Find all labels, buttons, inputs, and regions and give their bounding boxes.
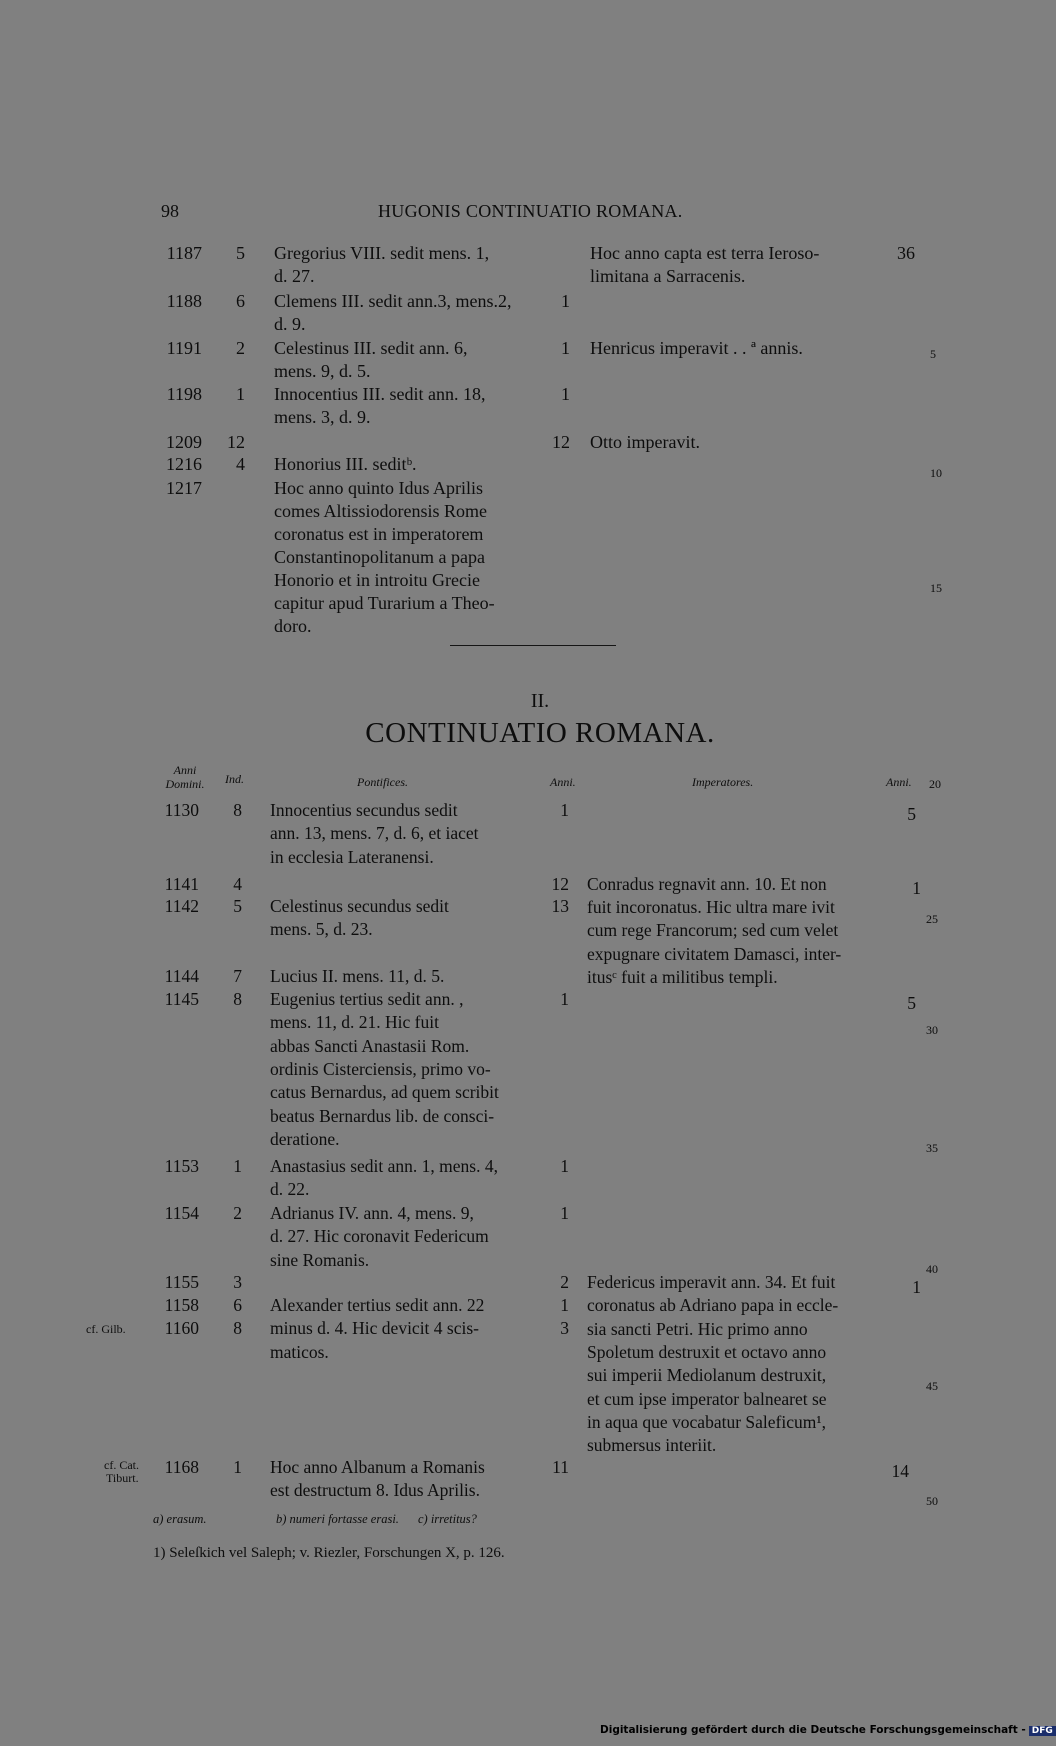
first-pontiff-line: Honorio et in introitu Grecie	[274, 570, 480, 590]
main-anni: 1	[560, 1203, 569, 1223]
main-year: 1158	[164, 1295, 199, 1315]
main-pontiff-line: beatus Bernardus lib. de consci-	[270, 1105, 495, 1126]
main-anni: 11	[552, 1457, 569, 1477]
main-ind: 2	[233, 1203, 242, 1223]
main-emperor-line: submersus interiit.	[587, 1435, 717, 1456]
main-anni: 1	[560, 1295, 569, 1315]
footnote-c: c) irretitus?	[418, 1512, 477, 1526]
main-year: 1154	[164, 1203, 199, 1223]
margin-line-number: 50	[926, 1494, 938, 1508]
first-year: 1198	[166, 384, 202, 404]
main-anni: 12	[551, 874, 569, 894]
main-emperor-line: sui imperii Mediolanum destruxit,	[587, 1365, 827, 1386]
first-ind: 5	[236, 243, 245, 263]
main-ind: 5	[233, 896, 242, 916]
first-year: 1187	[166, 243, 202, 263]
main-year: 1142	[164, 896, 199, 916]
first-ind: 2	[236, 338, 245, 358]
first-year: 1209	[166, 432, 202, 452]
main-year: 1153	[164, 1156, 199, 1176]
section-title: CONTINUATIO ROMANA.	[365, 717, 715, 749]
main-pontiff-line: Anastasius sedit ann. 1, mens. 4,	[270, 1156, 498, 1176]
first-anni: 1	[561, 384, 570, 404]
main-pontiff-line: Hoc anno Albanum a Romanis	[270, 1457, 485, 1477]
first-pontiff-line: d. 27.	[274, 266, 315, 286]
footer-text: Digitalisierung gefördert durch die Deutsche Forschungsgemeinschaft -	[600, 1724, 1026, 1736]
main-ind: 1	[233, 1457, 242, 1477]
footnote-a: a) erasum.	[153, 1512, 207, 1526]
first-ind: 6	[236, 291, 245, 311]
main-emperor-line: sia sancti Petri. Hic primo anno	[587, 1318, 808, 1339]
first-pontiff-line: Gregorius VIII. sedit mens. 1,	[274, 243, 490, 263]
line-number-20: 20	[929, 777, 941, 791]
first-margin-number: 15	[930, 581, 942, 595]
first-margin-number: 10	[930, 466, 942, 480]
main-year: 1141	[164, 874, 199, 894]
first-pontiff-line: comes Altissiodorensis Rome	[274, 501, 487, 521]
first-emperor-line: Henricus imperavit . . ª annis.	[590, 338, 803, 358]
main-pontiff-line: Eugenius tertius sedit ann. ,	[270, 989, 464, 1009]
first-pontiff-line: d. 9.	[274, 314, 306, 334]
main-emperor-line: fuit incoronatus. Hic ultra mare ivit	[587, 897, 835, 917]
main-anni: 1	[560, 989, 569, 1009]
first-emperor-line: limitana a Sarracenis.	[590, 266, 746, 286]
main-anni-2: 1	[912, 1277, 921, 1297]
main-anni: 3	[560, 1318, 569, 1338]
first-pontiff-line: Innocentius III. sedit ann. 18,	[274, 384, 486, 404]
main-pontiff-line: d. 22.	[270, 1179, 310, 1200]
main-emperor-line: coronatus ab Adriano papa in eccle-	[587, 1295, 839, 1316]
col-header-pontifices: Pontifices.	[357, 775, 408, 789]
main-emperor-line: itusᶜ fuit a militibus templi.	[587, 966, 778, 987]
col-header-imperatores: Imperatores.	[692, 775, 754, 789]
col-header-anni-domini-line1: Anni	[173, 763, 197, 777]
first-ind: 1	[236, 384, 245, 404]
side-note-line2: Tiburt.	[106, 1471, 139, 1485]
page-number: 98	[161, 201, 179, 221]
col-header-anni: Anni.	[550, 775, 576, 789]
main-ind: 1	[233, 1156, 242, 1176]
first-anni: 1	[561, 338, 570, 358]
main-year: 1160	[164, 1318, 199, 1338]
main-pontiff-line: ordinis Cisterciensis, primo vo-	[270, 1058, 491, 1079]
first-pontiff-line: capitur apud Turarium a Theo-	[274, 593, 495, 613]
main-emperor-line: expugnare civitatem Damasci, inter-	[587, 943, 842, 964]
margin-line-number: 25	[926, 912, 938, 926]
main-pontiff-line: sine Romanis.	[270, 1249, 370, 1270]
main-pontiff-line: in ecclesia Lateranensi.	[270, 846, 434, 867]
main-pontiff-line: maticos.	[270, 1341, 329, 1362]
main-pontiff-line: abbas Sancti Anastasii Rom.	[270, 1035, 470, 1056]
main-emperor-line: Conradus regnavit ann. 10. Et non	[587, 874, 827, 894]
first-pontiff-line: Constantinopolitanum a papa	[274, 547, 485, 567]
main-anni-2: 5	[907, 993, 916, 1013]
margin-line-number: 30	[926, 1023, 938, 1037]
first-pontiff-line: Honorius III. seditᵇ.	[274, 454, 417, 474]
first-year: 1191	[166, 338, 202, 358]
main-pontiff-line: mens. 11, d. 21. Hic fuit	[270, 1012, 439, 1033]
first-anni: 1	[561, 291, 570, 311]
main-anni: 2	[560, 1272, 569, 1292]
main-pontiff-line: deratione.	[270, 1128, 340, 1149]
main-pontiff-line: mens. 5, d. 23.	[270, 919, 373, 940]
first-emperor-line: Hoc anno capta est terra Ieroso-	[590, 243, 820, 263]
footnote-b: b) numeri fortasse erasi.	[276, 1512, 399, 1526]
main-anni: 1	[560, 1156, 569, 1176]
main-pontiff-line: Lucius II. mens. 11, d. 5.	[270, 966, 445, 986]
main-pontiff-line: minus d. 4. Hic devicit 4 scis-	[270, 1318, 480, 1339]
main-year: 1130	[164, 800, 199, 820]
main-ind: 4	[233, 874, 242, 894]
first-margin-number: 5	[930, 347, 936, 361]
main-pontiff-line: ann. 13, mens. 7, d. 6, et iacet	[270, 823, 479, 844]
main-pontiff-line: Alexander tertius sedit ann. 22	[270, 1295, 485, 1315]
dfg-logo: DFG	[1029, 1726, 1056, 1736]
first-anni: 12	[552, 432, 570, 452]
main-pontiff-line: Celestinus secundus sedit	[270, 896, 449, 916]
first-pontiff-line: coronatus est in imperatorem	[274, 524, 484, 544]
col-header-anni-domini	[155, 763, 215, 791]
section-divider	[450, 645, 616, 646]
running-title: HUGONIS CONTINUATIO ROMANA.	[378, 201, 683, 221]
footnote-1: 1) Seleſkich vel Saleph; v. Riezler, Forschungen X, p. 126.	[153, 1545, 505, 1561]
main-ind: 8	[233, 1318, 242, 1338]
first-ind: 12	[227, 432, 245, 452]
main-emperor-line: et cum ipse imperator balnearet se	[587, 1388, 827, 1409]
first-pontiff-line: Hoc anno quinto Idus Aprilis	[274, 478, 483, 498]
first-emperor-line: Otto imperavit.	[590, 432, 700, 452]
main-ind: 8	[233, 800, 242, 820]
main-anni: 13	[551, 896, 569, 916]
main-anni: 1	[560, 800, 569, 820]
main-pontiff-line: catus Bernardus, ad quem scribit	[270, 1082, 499, 1103]
first-ind: 4	[236, 454, 245, 474]
margin-line-number: 35	[926, 1141, 938, 1155]
section-number: II.	[530, 690, 550, 712]
main-pontiff-line: Adrianus IV. ann. 4, mens. 9,	[270, 1203, 474, 1223]
main-ind: 8	[233, 989, 242, 1009]
main-pontiff-line: est destructum 8. Idus Aprilis.	[270, 1480, 480, 1501]
first-pontiff-line: mens. 9, d. 5.	[274, 361, 371, 381]
col-header-ind: Ind.	[225, 772, 244, 786]
main-year: 1144	[164, 966, 199, 986]
first-pontiff-line: doro.	[274, 616, 312, 636]
first-year: 1217	[166, 478, 202, 498]
main-year: 1168	[164, 1457, 199, 1477]
side-note-line1: cf. Cat.	[104, 1458, 139, 1472]
col-header-anni-domini-line2: Domini.	[165, 777, 205, 791]
side-note: cf. Gilb.	[86, 1322, 126, 1336]
main-anni-2: 14	[891, 1461, 909, 1481]
main-ind: 6	[233, 1295, 242, 1315]
first-anni-2: 36	[897, 243, 915, 263]
main-anni-2: 5	[907, 804, 916, 824]
col-header-anni-2: Anni.	[886, 775, 912, 789]
margin-line-number: 45	[926, 1379, 938, 1393]
main-emperor-line: cum rege Francorum; sed cum velet	[587, 920, 839, 941]
first-pontiff-line: mens. 3, d. 9.	[274, 407, 371, 427]
main-anni-2: 1	[912, 878, 921, 898]
footer-bar	[600, 1724, 1053, 1740]
first-pontiff-line: Clemens III. sedit ann.3, mens.2,	[274, 291, 512, 311]
main-emperor-line: Federicus imperavit ann. 34. Et fuit	[587, 1272, 836, 1292]
main-emperor-line: Spoletum destruxit et octavo anno	[587, 1341, 827, 1362]
main-ind: 3	[233, 1272, 242, 1292]
first-year: 1216	[166, 454, 202, 474]
main-pontiff-line: d. 27. Hic coronavit Federicum	[270, 1226, 489, 1247]
main-pontiff-line: Innocentius secundus sedit	[270, 800, 458, 820]
main-year: 1155	[164, 1272, 199, 1292]
first-year: 1188	[166, 291, 202, 311]
main-emperor-line: in aqua que vocabatur Saleficum¹,	[587, 1411, 826, 1432]
main-year: 1145	[164, 989, 199, 1009]
main-ind: 7	[233, 966, 242, 986]
first-pontiff-line: Celestinus III. sedit ann. 6,	[274, 338, 468, 358]
margin-line-number: 40	[926, 1262, 938, 1276]
